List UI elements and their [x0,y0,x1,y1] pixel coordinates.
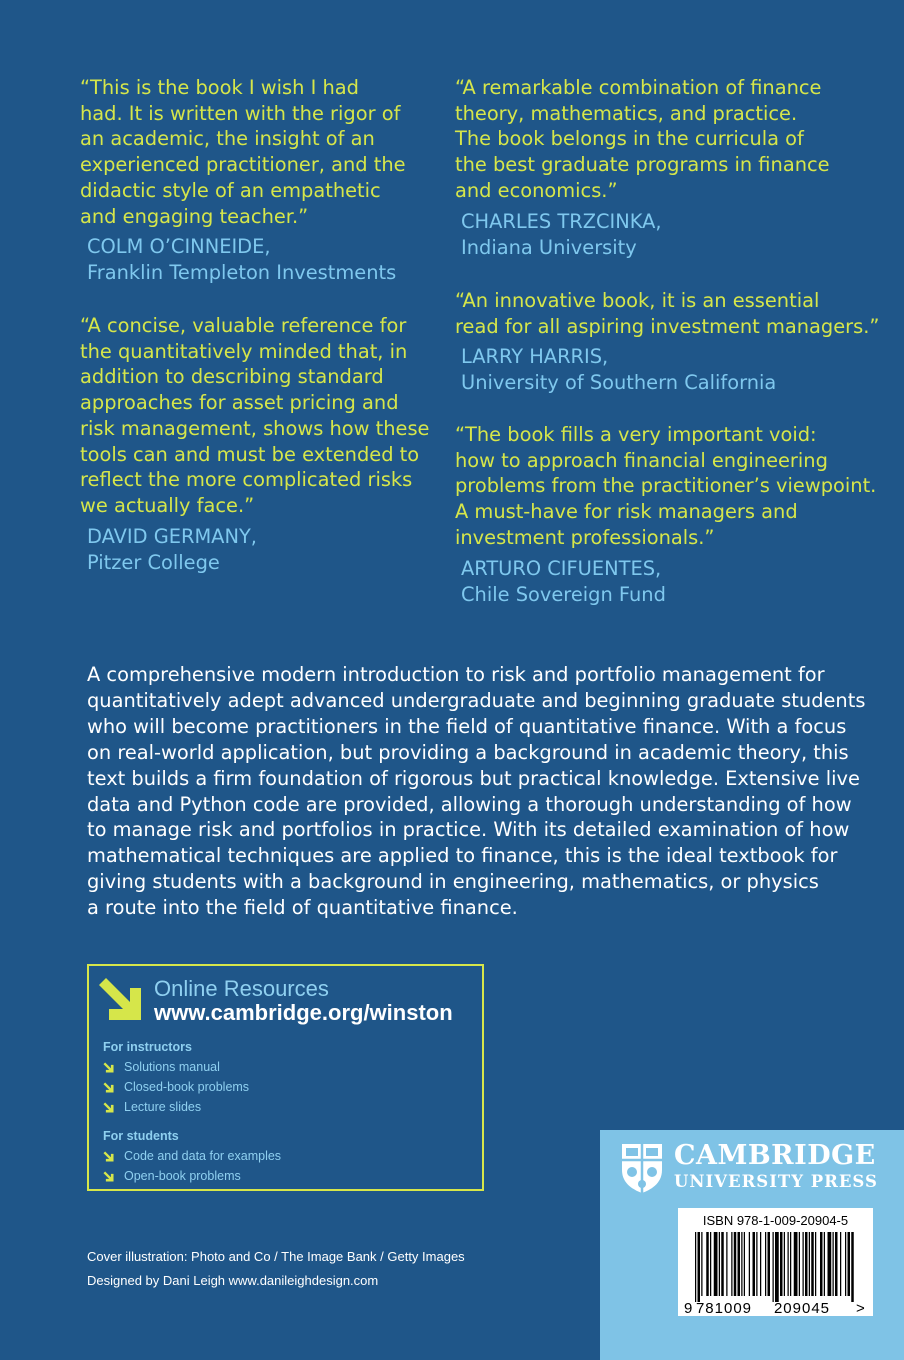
resource-item [103,1077,249,1097]
barcode-bar [731,1232,732,1296]
barcode-bar [701,1232,702,1296]
design-credit: Designed by Dani Leigh www.danileighdesign.com [87,1273,379,1288]
barcode-bar [753,1232,756,1296]
barcode-bar [765,1232,766,1296]
barcode-bar [809,1232,810,1296]
arrow-down-right-icon [103,1062,114,1073]
resource-item-label: Code and data for examples [124,1149,282,1163]
barcode-bar [706,1232,709,1296]
quote-5 [455,422,895,608]
isbn-barcode [678,1208,873,1316]
barcode-bar [756,1232,757,1296]
barcode-bar [835,1232,838,1296]
barcode-digits-left: 781009 [695,1300,753,1316]
barcode-bar [719,1232,720,1296]
barcode-bar [741,1232,742,1296]
resource-item-label: Lecture slides [124,1100,202,1114]
barcode-bar [698,1232,701,1302]
barcode-bar [780,1232,783,1296]
barcode-bar [790,1232,791,1296]
barcode-bar [840,1232,841,1296]
arrow-down-right-icon [97,976,143,1022]
barcode-bar [788,1232,789,1296]
arrow-down-right-icon [103,1082,114,1093]
quote-1-text: “This is the book I wish I had had. It is written with the rigor of an academic, the insight of an experienced practitioner, and the didactic style of an empathetic and engaging teacher.” [80,76,406,228]
resource-item [103,1146,281,1166]
online-resources-url[interactable]: www.cambridge.org/winston [154,1000,453,1025]
quote-1 [80,75,440,286]
quote-5-text: “The book fills a very important void: how to approach financial engineering problems from the practitioner’s viewpoint. A must-have for risk managers and investment professionals.” [455,423,877,549]
quote-5-affiliation: Chile Sovereign Fund [461,582,666,606]
quote-4-author: LARRY HARRIS, [461,345,609,369]
arrow-down-right-icon [103,1171,114,1182]
barcode-bar [824,1232,825,1296]
barcode-bar [749,1232,750,1296]
barcode-bar [799,1232,800,1296]
publisher-name: CAMBRIDGE [674,1140,876,1171]
publisher-press: UNIVERSITY PRESS [674,1172,878,1191]
cover-credit: Cover illustration: Photo and Co / The Image Bank / Getty Images [87,1249,465,1264]
for-instructors-heading: For instructors [103,1040,192,1054]
quote-2-affiliation: Pitzer College [87,550,220,574]
barcode-bar [695,1232,696,1302]
resource-item-label: Closed-book problems [124,1080,250,1094]
cambridge-shield-icon [620,1142,664,1194]
arrow-down-right-icon [103,1102,114,1113]
barcode-bar [805,1232,808,1296]
barcode-bar [744,1232,745,1296]
quote-3 [455,75,895,261]
barcode-digit-first: 9 [684,1300,693,1316]
barcode-bar [815,1232,816,1296]
barcode-bar [734,1232,737,1296]
quote-2-text: “A concise, valuable reference for the quantitatively minded that, in addition to describing standard approaches for asset pricing and risk management, shows how these tools can and must be extended to reflect the more complicated risks we actually face.” [80,314,430,517]
quote-3-affiliation: Indiana University [461,235,637,259]
resource-item [103,1097,201,1117]
barcode-chevron: > [856,1300,865,1316]
barcode-bar [775,1232,779,1302]
barcode-bar [833,1232,834,1296]
barcode-bar [851,1232,854,1302]
quote-5-author: ARTURO CIFUENTES, [461,556,662,580]
barcode-digits-right: 209045 [773,1300,831,1316]
barcode-graphic [678,1230,873,1316]
barcode-bar [811,1232,814,1296]
quote-1-author: COLM O’CINNEIDE, [87,235,271,259]
quote-3-text: “A remarkable combination of finance theory, mathematics, and practice. The book belongs in the curricula of the best graduate programs in finance and economics.” [455,76,830,202]
quote-1-affiliation: Franklin Templeton Investments [87,261,397,285]
arrow-down-right-icon [103,1151,114,1162]
barcode-bar [710,1232,711,1296]
barcode-bar [845,1232,846,1296]
barcode-bar [726,1232,727,1296]
barcode-bar [803,1232,804,1296]
book-description: A comprehensive modern introduction to risk and portfolio management for quantitatively adept advanced undergraduate and beginning graduate students who will become practitioners in the field of quantitative finance. With a focus on real-world application, but providing a background in academic theory, this text builds a firm foundation of rigorous but practical knowledge. Extensive live data and Python code are provided, allowing a thorough understanding of how to manage risk and portfolios in practice. With its detailed examination of how mathematical techniques are applied to finance, this is the ideal textbook for giving students with a background in engineering, mathematics, or physics a route into the field of quantitative finance. [87,663,866,920]
quote-2 [80,313,440,576]
online-resources-title: Online Resources [154,976,329,1001]
quote-3-author: CHARLES TRZCINKA, [461,209,662,233]
isbn-label: ISBN 978-1-009-20904-5 [702,1213,849,1228]
online-resources-box [87,964,484,1191]
barcode-bar [760,1232,761,1296]
quote-4-affiliation: University of Southern California [461,371,777,395]
quote-2-author: DAVID GERMANY, [87,524,257,548]
barcode-bar [773,1232,774,1302]
barcode-bar [848,1232,851,1296]
resource-item-label: Open-book problems [124,1169,241,1183]
quote-4-text: “An innovative book, it is an essential read for all aspiring investment managers.” [455,289,880,338]
barcode-bar [714,1232,718,1296]
barcode-bar [738,1232,741,1296]
for-students-heading: For students [103,1129,179,1143]
resource-item [103,1166,241,1186]
barcode-bar [768,1232,771,1296]
barcode-bar [784,1232,785,1296]
resource-item [103,1057,220,1077]
barcode-bar [794,1232,798,1296]
barcode-bar [828,1232,832,1296]
resource-item-label: Solutions manual [124,1060,220,1074]
barcode-bar [721,1232,724,1296]
quote-4 [455,288,895,396]
barcode-bar [820,1232,823,1296]
